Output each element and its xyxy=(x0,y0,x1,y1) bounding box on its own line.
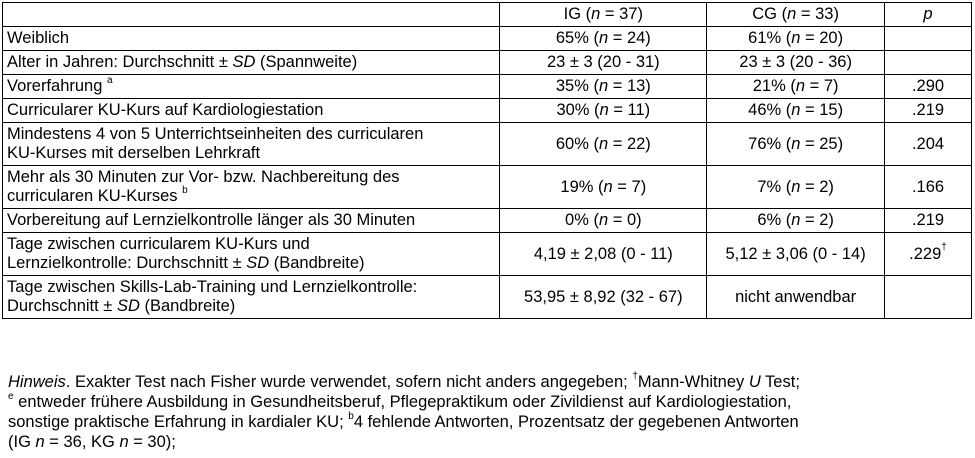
note-text: . Exakter Test nach Fisher wurde verwendet, sofern nicht anders angegeben; xyxy=(65,373,633,391)
cell-cg xyxy=(707,75,885,99)
note-text: = 36, KG xyxy=(44,433,120,451)
row-label xyxy=(3,166,500,209)
row-label-line xyxy=(7,297,495,316)
note-line xyxy=(8,412,968,432)
cell-ig-n: n xyxy=(598,211,609,229)
header-ig-prefix: IG ( xyxy=(563,5,592,23)
cell-cg: nicht anwendbar xyxy=(707,276,885,319)
cell-cg-count: = 2) xyxy=(800,211,834,229)
header-cg-n: n xyxy=(787,5,797,23)
dagger-marker: † xyxy=(632,370,638,382)
note-text: Mann-Whitney xyxy=(637,373,749,391)
cell-cg xyxy=(707,209,885,233)
cell-p: .290 xyxy=(885,75,972,99)
cell-ig-n: n xyxy=(603,177,613,196)
row-label-sd: SD xyxy=(246,254,270,272)
row-label-line: Mehr als 30 Minuten zur Vor- bzw. Nachbereitung des xyxy=(7,168,400,186)
header-row xyxy=(3,3,972,27)
cell-ig xyxy=(500,209,707,233)
row-label-line: Tage zwischen curricularem KU-Kurs und xyxy=(7,235,310,253)
row-label-sd: SD xyxy=(116,297,140,315)
footnote-marker: b xyxy=(182,184,188,196)
cell-cg-value: 46% ( xyxy=(748,101,792,119)
row-label xyxy=(3,123,500,166)
table-row xyxy=(3,75,972,99)
cell-cg-count: = 2) xyxy=(800,177,834,196)
header-ig xyxy=(500,3,707,27)
row-label-part: (Spannweite) xyxy=(255,53,358,71)
cell-cg xyxy=(707,99,885,123)
cell-cg-value: 21% ( xyxy=(752,77,796,95)
cell-cg xyxy=(707,27,885,51)
cell-ig: 23 ± 3 (20 - 31) xyxy=(500,51,707,75)
cell-ig: 4,19 ± 2,08 (0 - 11) xyxy=(500,233,707,276)
row-label-part: Alter in Jahren: Durchschnitt ± xyxy=(7,53,233,71)
row-label-part: Lernzielkontrolle: Durchschnitt ± xyxy=(7,254,247,272)
table-row xyxy=(3,276,972,319)
cell-ig-count: = 22) xyxy=(608,134,651,153)
table-row xyxy=(3,27,972,51)
cell-p: .166 xyxy=(885,166,972,209)
cell-p: .204 xyxy=(885,123,972,166)
cell-cg-n: n xyxy=(791,101,801,119)
row-label-sd: SD xyxy=(232,53,256,71)
note-line xyxy=(8,392,968,412)
note-n: n xyxy=(35,433,45,451)
cell-ig-count: = 24) xyxy=(608,29,651,47)
cell-ig-n: n xyxy=(598,134,609,153)
table-row xyxy=(3,166,972,209)
cell-cg-value: 7% ( xyxy=(757,177,792,196)
row-label-line: KU-Kurses mit derselben Lehrkraft xyxy=(7,144,261,162)
cell-cg xyxy=(707,166,885,209)
note-text: entweder frühere Ausbildung in Gesundheitsberuf, Pflegepraktikum oder Zivildienst auf Kardiologiestation, xyxy=(13,393,792,411)
row-label-line: Mindestens 4 von 5 Unterrichtseinheiten des curricularen xyxy=(7,125,424,143)
row-label xyxy=(3,75,500,99)
cell-cg-n: n xyxy=(791,29,801,47)
cell-ig xyxy=(500,75,707,99)
note-line xyxy=(8,372,968,392)
row-label: Weiblich xyxy=(3,27,500,51)
table-row xyxy=(3,233,972,276)
row-label-text: curricularen KU-Kurses xyxy=(7,187,183,205)
cell-p: .219 xyxy=(885,209,972,233)
header-cg-prefix: CG ( xyxy=(752,5,788,23)
cell-ig-value: 35% ( xyxy=(555,77,599,95)
cell-cg-value: 61% ( xyxy=(748,29,792,47)
note-text: Test; xyxy=(760,373,800,391)
table-row xyxy=(3,99,972,123)
cell-ig xyxy=(500,166,707,209)
cell-cg: 5,12 ± 3,06 (0 - 14) xyxy=(707,233,885,276)
cell-cg-n: n xyxy=(791,177,801,196)
cell-cg: 23 ± 3 (20 - 36) xyxy=(707,51,885,75)
cell-ig-count: = 0) xyxy=(608,211,642,229)
footnote-marker: b xyxy=(348,410,354,422)
note-text: (IG xyxy=(8,433,36,451)
table-row xyxy=(3,123,972,166)
dagger-marker: † xyxy=(941,242,947,253)
footnote-marker: a xyxy=(106,74,113,86)
cell-cg-n: n xyxy=(791,211,801,229)
row-label xyxy=(3,276,500,319)
cell-ig-value: 0% ( xyxy=(565,211,599,229)
table-row xyxy=(3,51,972,75)
note-line xyxy=(8,432,968,452)
cell-p xyxy=(885,51,972,75)
cell-ig-count: = 11) xyxy=(608,101,651,119)
cell-ig-count: = 13) xyxy=(608,77,651,95)
note-n: n xyxy=(119,433,129,451)
cell-ig xyxy=(500,99,707,123)
note-u: U xyxy=(748,373,761,391)
cell-ig-n: n xyxy=(599,101,609,119)
note-text: = 30); xyxy=(128,433,176,451)
footnote-marker: e xyxy=(8,390,14,402)
header-empty-cell xyxy=(3,3,500,27)
cell-ig-count: = 7) xyxy=(612,177,647,196)
statistics-table xyxy=(2,2,972,319)
cell-cg-value: 6% ( xyxy=(757,211,792,229)
cell-cg-count: = 20) xyxy=(800,29,844,47)
row-label-line: Tage zwischen Skills-Lab-Training und Lernzielkontrolle: xyxy=(7,278,418,296)
cell-cg xyxy=(707,123,885,166)
cell-ig xyxy=(500,123,707,166)
table-row xyxy=(3,209,972,233)
cell-cg-count: = 15) xyxy=(800,101,844,119)
cell-p xyxy=(885,233,972,276)
row-label xyxy=(3,233,500,276)
note-label: Hinweis xyxy=(8,373,66,391)
row-label-part: (Bandbreite) xyxy=(139,297,236,315)
cell-ig-value: 30% ( xyxy=(556,101,600,119)
cell-cg-count: = 7) xyxy=(805,77,839,95)
cell-p xyxy=(885,27,972,51)
header-ig-n: n xyxy=(591,5,601,23)
row-label-part: Durchschnitt ± xyxy=(7,297,117,315)
header-p: p xyxy=(885,3,972,27)
row-label-line xyxy=(7,184,495,206)
cell-p xyxy=(885,276,972,319)
row-label-text: Vorerfahrung xyxy=(7,77,107,95)
cell-p: .219 xyxy=(885,99,972,123)
row-label-part: (Bandbreite) xyxy=(269,254,365,272)
cell-cg-n: n xyxy=(795,77,806,95)
cell-ig-value: 19% ( xyxy=(560,177,604,196)
cell-ig-value: 60% ( xyxy=(555,134,599,153)
table-note xyxy=(8,372,968,452)
cell-ig-value: 65% ( xyxy=(555,29,599,47)
cell-ig-n: n xyxy=(598,77,609,95)
header-cg-suffix: = 33) xyxy=(796,5,839,23)
header-cg xyxy=(707,3,885,27)
cell-ig xyxy=(500,27,707,51)
cell-cg-value: 76% ( xyxy=(748,134,792,153)
cell-cg-count: = 25) xyxy=(800,134,844,153)
cell-ig-n: n xyxy=(598,29,609,47)
note-text: 4 fehlende Antworten, Prozentsatz der gegebenen Antworten xyxy=(353,413,799,431)
note-text: sonstige praktische Erfahrung in kardialer KU; xyxy=(8,413,349,431)
row-label xyxy=(3,51,500,75)
row-label: Vorbereitung auf Lernzielkontrolle länger als 30 Minuten xyxy=(3,209,500,233)
row-label-line xyxy=(7,254,495,273)
cell-ig: 53,95 ± 8,92 (32 - 67) xyxy=(500,276,707,319)
cell-cg-n: n xyxy=(791,134,801,153)
header-ig-suffix: = 37) xyxy=(600,5,643,23)
cell-p-value: .229 xyxy=(909,244,942,263)
row-label: Curricularer KU-Kurs auf Kardiologiestation xyxy=(3,99,500,123)
